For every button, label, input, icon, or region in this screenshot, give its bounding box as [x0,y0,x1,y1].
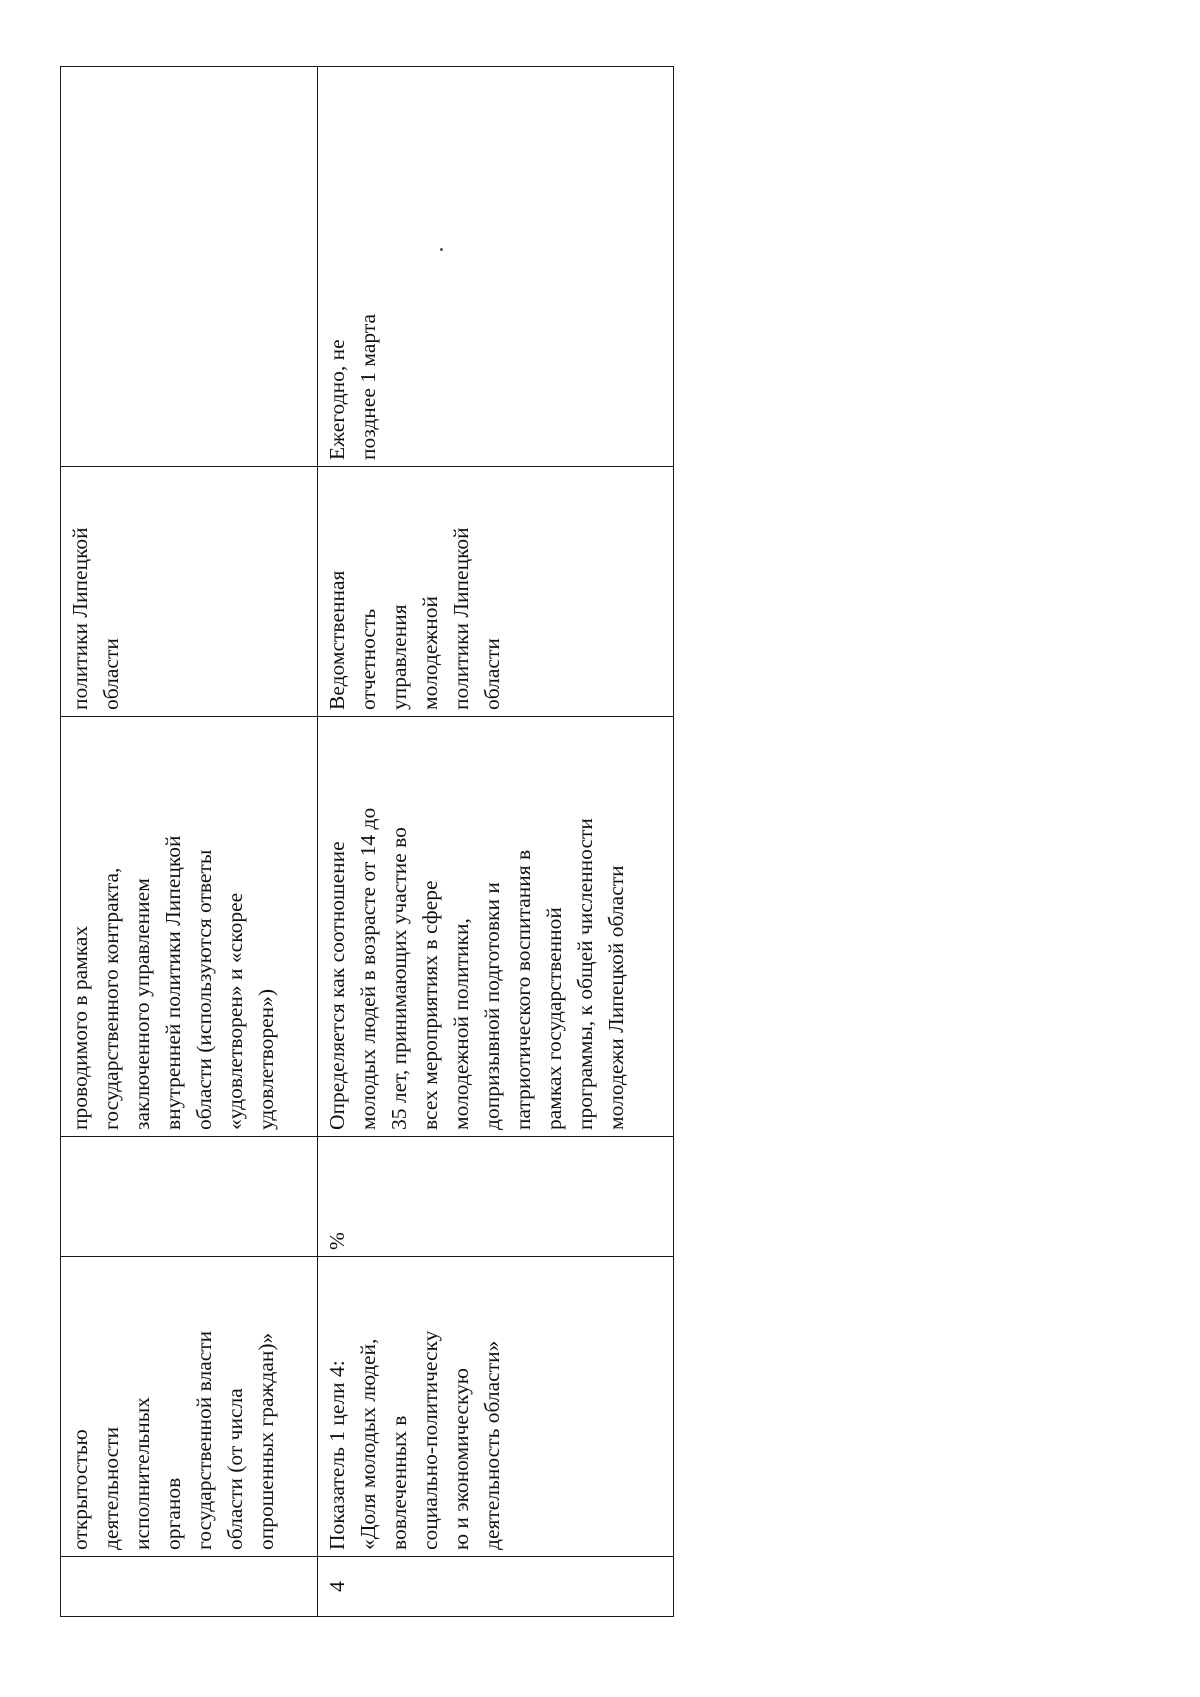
row-number-cell [61,1557,318,1617]
calculation-method-cell: проводимого в рамках государственного контракта, заключенного управлением внутренней политики Липецкой области (используются ответы «удовлетворен» и «скорее удовлетворен») [61,717,318,1137]
data-source-cell: Ведомственная отчетность управления молодежной политики Липецкой области [318,467,674,717]
row-number-cell: 4 [318,1557,674,1617]
indicator-name-cell: Показатель 1 цели 4: «Доля молодых людей, вовлеченных в социально-политическу ю и экономическую деятельность области» [318,1257,674,1557]
calculation-method-cell: Определяется как соотношение молодых людей в возрасте от 14 до 35 лет, принимающих участие во всех мероприятиях в сфере молодежной политики, допризывной подготовки и патриотического воспитания в рамках государственной программы, к общей численности молодежи Липецкой области [318,717,674,1137]
rotated-page-content [60,67,663,1617]
table-row [61,67,318,1617]
unit-cell [61,1137,318,1257]
table-row [318,67,674,1617]
unit-cell: % [318,1137,674,1257]
indicator-name-cell: открытостью деятельности исполнительных органов государственной власти области (от числа опрошенных граждан)» [61,1257,318,1557]
scan-speck [440,248,443,251]
data-source-cell: политики Липецкой области [61,467,318,717]
deadline-cell: Ежегодно, не позднее 1 марта [318,67,674,467]
indicators-table [60,66,674,1617]
deadline-cell [61,67,318,467]
